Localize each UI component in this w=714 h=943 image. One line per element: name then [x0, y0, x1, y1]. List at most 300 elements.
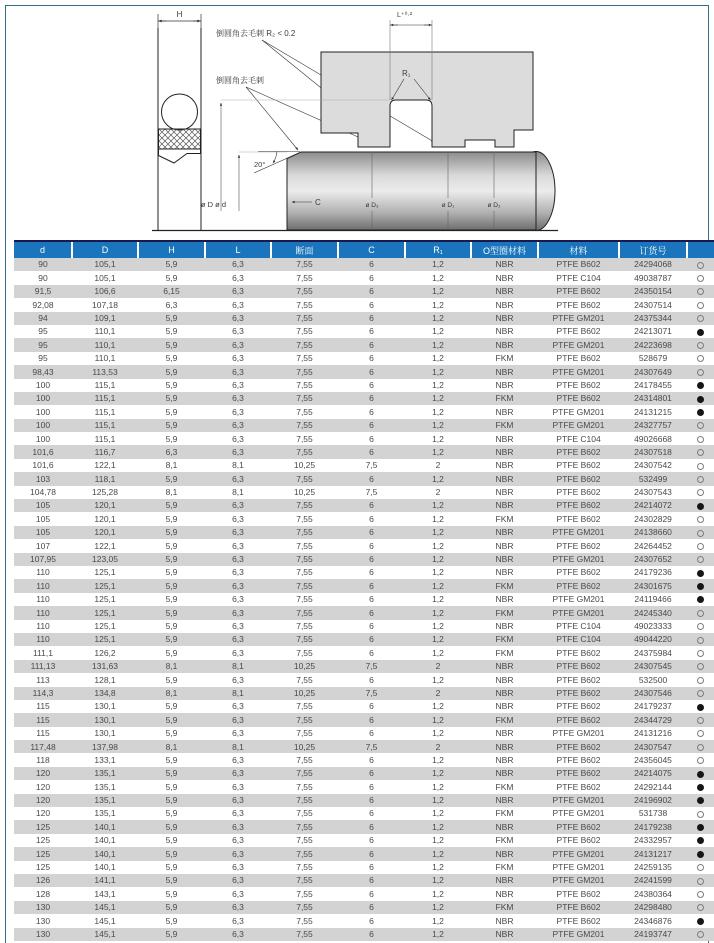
- column-header: R₁: [405, 242, 471, 258]
- table-cell: 24350154: [634, 286, 672, 297]
- table-cell: PTFE C104: [556, 620, 601, 631]
- table-cell: 6,3: [232, 513, 244, 524]
- column-header: D: [72, 242, 138, 258]
- availability-dot-open: [697, 369, 704, 376]
- table-cell: 125,1: [94, 567, 116, 578]
- table-cell: 10,25: [293, 487, 316, 498]
- table-cell: 1,2: [432, 795, 444, 806]
- table-cell: 5,9: [165, 647, 178, 658]
- table-cell: 7,55: [296, 527, 313, 538]
- table-cell: 135,1: [94, 768, 116, 779]
- table-cell: FKM: [495, 647, 514, 658]
- table-cell: 6: [369, 647, 374, 658]
- table-row: [14, 928, 714, 941]
- table-cell: PTFE C104: [556, 433, 601, 444]
- table-cell: 7,55: [296, 607, 313, 618]
- availability-dot-open: [697, 556, 704, 563]
- table-cell: 5,9: [165, 701, 178, 712]
- availability-cell: [687, 579, 714, 592]
- availability-dot-open: [697, 315, 704, 322]
- table-row: [14, 874, 714, 887]
- table-cell: PTFE GM201: [552, 928, 605, 939]
- table-cell: 6,3: [232, 446, 244, 457]
- table-cell: 24307546: [634, 687, 672, 698]
- table-row: [14, 914, 714, 927]
- table-cell: 6: [369, 580, 374, 591]
- availability-dot-open: [697, 650, 704, 657]
- table-cell: PTFE C104: [556, 272, 601, 283]
- column-header: O型圈材料: [471, 242, 538, 258]
- table-cell: 6,3: [232, 728, 244, 739]
- availability-dot-open: [697, 891, 704, 898]
- table-cell: 49044220: [634, 634, 672, 645]
- table-cell: 6: [369, 446, 374, 457]
- table-cell: 5,9: [165, 821, 178, 832]
- availability-cell: [687, 740, 714, 753]
- availability-cell: [687, 379, 714, 392]
- availability-cell: [687, 820, 714, 833]
- table-cell: PTFE B602: [556, 513, 601, 524]
- table-cell: 6,3: [232, 286, 244, 297]
- table-cell: FKM: [495, 580, 514, 591]
- table-cell: 6,3: [232, 379, 244, 390]
- table-cell: 6: [369, 928, 374, 939]
- table-cell: 7,55: [296, 406, 313, 417]
- table-cell: 6: [369, 594, 374, 605]
- table-cell: 7,55: [296, 835, 313, 846]
- table-cell: PTFE GM201: [552, 366, 605, 377]
- table-cell: FKM: [495, 862, 514, 873]
- table-cell: 125,1: [94, 607, 116, 618]
- table-cell: 95: [38, 353, 48, 364]
- table-cell: 7,5: [365, 687, 378, 698]
- table-cell: NBR: [495, 366, 514, 377]
- table-cell: PTFE B602: [556, 500, 601, 511]
- availability-cell: [687, 285, 714, 298]
- table-cell: 1,2: [432, 379, 444, 390]
- table-cell: 6,3: [165, 446, 178, 457]
- table-cell: 5,9: [165, 902, 178, 913]
- table-cell: 531738: [638, 808, 668, 819]
- availability-dot-filled: [697, 503, 704, 510]
- table-cell: 1,2: [432, 835, 444, 846]
- table-cell: 122,1: [94, 540, 116, 551]
- table-cell: 125: [35, 821, 51, 832]
- table-cell: 6,3: [232, 862, 244, 873]
- availability-dot-open: [697, 730, 704, 737]
- table-cell: 7,55: [296, 339, 313, 350]
- table-cell: NBR: [495, 928, 514, 939]
- table-cell: 1,2: [432, 473, 444, 484]
- table-cell: 10,25: [293, 687, 316, 698]
- chamfer-length-label: C: [315, 198, 321, 207]
- table-row: [14, 753, 714, 766]
- column-header: d: [14, 242, 72, 258]
- table-cell: 1,2: [432, 513, 444, 524]
- table-cell: 1,2: [432, 888, 444, 899]
- table-cell: 7,55: [296, 567, 313, 578]
- table-cell: 125,1: [94, 634, 116, 645]
- deburr-note-chamfer: 倒圆角去毛刺: [216, 76, 264, 85]
- table-cell: 5,9: [165, 259, 178, 270]
- table-cell: NBR: [495, 888, 514, 899]
- availability-cell: [687, 593, 714, 606]
- table-row: [14, 740, 714, 753]
- table-cell: 125,1: [94, 580, 116, 591]
- table-cell: 6: [369, 272, 374, 283]
- table-cell: 125: [35, 835, 51, 846]
- availability-dot-open: [697, 288, 704, 295]
- table-cell: 7,55: [296, 862, 313, 873]
- table-cell: 6,3: [232, 915, 244, 926]
- availability-dot-open: [697, 717, 704, 724]
- table-cell: 6: [369, 299, 374, 310]
- table-cell: 6: [369, 420, 374, 431]
- table-cell: 7,55: [296, 594, 313, 605]
- table-cell: 135,1: [94, 795, 116, 806]
- table-cell: PTFE B602: [556, 661, 601, 672]
- table-cell: 116,7: [94, 446, 116, 457]
- table-cell: 5,9: [165, 540, 178, 551]
- table-cell: 6,3: [232, 299, 244, 310]
- table-cell: 1,2: [432, 500, 444, 511]
- table-cell: FKM: [495, 353, 514, 364]
- table-cell: NBR: [495, 661, 514, 672]
- table-cell: 5,9: [165, 567, 178, 578]
- table-cell: NBR: [495, 768, 514, 779]
- table-cell: PTFE GM201: [552, 808, 605, 819]
- table-cell: 24179238: [634, 821, 672, 832]
- availability-dot-open: [697, 904, 704, 911]
- table-cell: PTFE B602: [556, 460, 601, 471]
- table-body: [14, 258, 714, 941]
- table-cell: 1,2: [432, 754, 444, 765]
- table-cell: 6,3: [232, 313, 244, 323]
- availability-dot-open: [697, 690, 704, 697]
- table-cell: PTFE B602: [556, 888, 601, 899]
- table-cell: 6: [369, 393, 374, 404]
- table-cell: 5,9: [165, 513, 178, 524]
- table-cell: 5,9: [165, 326, 178, 337]
- table-cell: 6: [369, 353, 374, 364]
- table-cell: NBR: [495, 272, 514, 283]
- table-cell: 5,9: [165, 433, 178, 444]
- table-cell: 120,1: [94, 513, 116, 524]
- table-cell: 115: [36, 714, 50, 725]
- table-cell: 6,3: [232, 259, 244, 270]
- table-cell: 115: [36, 701, 50, 712]
- table-header-row: [14, 242, 714, 258]
- table-cell: 110: [36, 634, 50, 645]
- table-cell: 5,9: [165, 527, 178, 538]
- table-cell: PTFE GM201: [552, 795, 605, 806]
- table-cell: 91,5: [34, 286, 52, 297]
- table-cell: 6: [369, 754, 374, 765]
- table-cell: 49023333: [634, 620, 672, 631]
- table-cell: 5,9: [165, 406, 178, 417]
- table-cell: NBR: [495, 379, 514, 390]
- table-row: [14, 419, 714, 432]
- availability-dot-open: [697, 543, 704, 550]
- table-cell: 113: [36, 674, 50, 685]
- table-cell: PTFE B602: [556, 353, 601, 364]
- availability-dot-open: [697, 275, 704, 282]
- table-cell: 5,9: [165, 928, 178, 939]
- table-cell: 5,9: [165, 554, 178, 565]
- table-cell: 130: [35, 915, 51, 926]
- table-cell: 6: [369, 634, 374, 645]
- table-cell: 107,95: [30, 554, 56, 565]
- table-cell: 8,1: [165, 687, 178, 698]
- table-cell: 6: [369, 379, 374, 390]
- table-cell: FKM: [495, 781, 514, 792]
- rod-body: [287, 152, 536, 230]
- table-cell: 24298480: [634, 902, 672, 913]
- table-cell: 1,2: [432, 928, 444, 939]
- table-cell: 6,3: [232, 674, 244, 685]
- table-row: [14, 298, 714, 311]
- table-cell: NBR: [495, 674, 514, 685]
- table-cell: 7,55: [296, 286, 313, 297]
- table-cell: 6,3: [232, 754, 244, 765]
- table-cell: 10,25: [293, 741, 316, 752]
- availability-dot-filled: [697, 382, 704, 389]
- table-cell: 111,1: [32, 647, 53, 658]
- table-cell: 1,2: [432, 286, 444, 297]
- table-cell: 7,5: [365, 741, 378, 752]
- table-cell: 24356045: [634, 754, 672, 765]
- table-cell: 90: [38, 259, 48, 270]
- table-row: [14, 687, 714, 700]
- table-cell: 120: [35, 768, 51, 779]
- table-cell: 110,1: [94, 339, 116, 350]
- availability-dot-filled: [697, 771, 704, 778]
- table-cell: 7,55: [296, 620, 313, 631]
- table-cell: 128,1: [94, 674, 116, 685]
- availability-dot-filled: [697, 329, 704, 336]
- availability-dot-open: [697, 302, 704, 309]
- table-cell: 10,25: [293, 460, 316, 471]
- table-cell: NBR: [495, 500, 514, 511]
- table-row: [14, 901, 714, 914]
- table-cell: 6: [369, 768, 374, 779]
- table-row: [14, 312, 714, 325]
- table-cell: PTFE GM201: [552, 406, 605, 417]
- availability-cell: [687, 861, 714, 874]
- table-cell: 24314801: [634, 393, 672, 404]
- table-cell: 6: [369, 835, 374, 846]
- table-row: [14, 499, 714, 512]
- table-cell: 103: [35, 473, 51, 484]
- table-cell: 6: [369, 259, 374, 270]
- table-cell: 7,55: [296, 647, 313, 658]
- table-cell: 120,1: [94, 500, 116, 511]
- table-cell: 6: [369, 728, 374, 739]
- table-row: [14, 673, 714, 686]
- availability-cell: [687, 258, 714, 271]
- table-cell: 6,3: [232, 768, 244, 779]
- availability-dot-open: [697, 931, 704, 938]
- table-row: [14, 459, 714, 472]
- availability-dot-open: [697, 744, 704, 751]
- table-row: [14, 392, 714, 405]
- table-cell: 115,1: [94, 433, 116, 444]
- table-cell: PTFE GM201: [552, 728, 605, 739]
- table-cell: PTFE B602: [556, 473, 601, 484]
- table-cell: NBR: [495, 848, 514, 859]
- o-ring: [162, 94, 198, 130]
- table-cell: 110: [36, 580, 50, 591]
- table-cell: 1,2: [432, 567, 444, 578]
- table-cell: NBR: [495, 460, 514, 471]
- table-cell: 6: [369, 620, 374, 631]
- table-cell: 6: [369, 406, 374, 417]
- table-cell: NBR: [495, 313, 514, 323]
- table-cell: PTFE GM201: [552, 313, 605, 323]
- table-cell: 1,2: [432, 607, 444, 618]
- column-header: 断面: [271, 242, 338, 258]
- table-cell: 7,5: [365, 487, 378, 498]
- table-cell: 7,5: [365, 460, 378, 471]
- table-cell: NBR: [495, 406, 514, 417]
- availability-cell: [687, 512, 714, 525]
- table-cell: 110: [36, 607, 50, 618]
- availability-cell: [687, 526, 714, 539]
- table-cell: 6,3: [232, 353, 244, 364]
- table-cell: 7,55: [296, 379, 313, 390]
- table-cell: 5,9: [165, 714, 178, 725]
- table-cell: 5,9: [165, 915, 178, 926]
- table-cell: 6: [369, 821, 374, 832]
- table-cell: 1,2: [432, 406, 444, 417]
- table-cell: 6,3: [232, 594, 244, 605]
- table-cell: 5,9: [165, 795, 178, 806]
- availability-cell: [687, 700, 714, 713]
- table-cell: 7,55: [296, 353, 313, 364]
- table-cell: PTFE B602: [556, 299, 601, 310]
- availability-cell: [687, 499, 714, 512]
- table-cell: 24307543: [634, 487, 672, 498]
- table-row: [14, 620, 714, 633]
- table-cell: PTFE C104: [556, 634, 601, 645]
- table-cell: 125: [35, 862, 51, 873]
- availability-dot-open: [697, 677, 704, 684]
- table-cell: 6,3: [232, 393, 244, 404]
- table-cell: 1,2: [432, 580, 444, 591]
- table-cell: PTFE GM201: [552, 527, 605, 538]
- availability-dot-open: [697, 811, 704, 818]
- table-cell: 110,1: [94, 353, 116, 364]
- table-cell: PTFE B602: [556, 487, 601, 498]
- table-cell: 100: [35, 379, 51, 390]
- availability-cell: [687, 445, 714, 458]
- table-cell: 5,9: [165, 580, 178, 591]
- table-cell: 6,3: [232, 701, 244, 712]
- availability-cell: [687, 660, 714, 673]
- table-cell: 5,9: [165, 393, 178, 404]
- table-row: [14, 258, 714, 271]
- table-cell: 2: [435, 687, 441, 698]
- table-cell: 95: [38, 326, 48, 337]
- table-cell: PTFE B602: [556, 741, 601, 752]
- table-cell: 6: [369, 313, 374, 323]
- table-cell: NBR: [495, 620, 514, 631]
- table-cell: 115: [36, 728, 50, 739]
- table-cell: 6: [369, 795, 374, 806]
- availability-cell: [687, 539, 714, 552]
- availability-cell: [687, 472, 714, 485]
- table-cell: 1,2: [432, 701, 444, 712]
- table-row: [14, 593, 714, 606]
- table-cell: 24344729: [634, 714, 672, 725]
- table-cell: 6,3: [232, 795, 244, 806]
- table-cell: PTFE B602: [556, 647, 601, 658]
- availability-cell: [687, 620, 714, 633]
- table-cell: 8,1: [165, 487, 178, 498]
- table-cell: 5,9: [165, 835, 178, 846]
- table-cell: 2: [435, 487, 441, 498]
- table-cell: 7,55: [296, 701, 313, 712]
- rod-dia-label-right: ø D₂: [487, 202, 501, 209]
- availability-dot-open: [697, 262, 704, 269]
- table-cell: PTFE GM201: [552, 862, 605, 873]
- availability-cell: [687, 553, 714, 566]
- h-dimension-label: H: [176, 10, 183, 19]
- availability-cell: [687, 392, 714, 405]
- table-cell: 125,28: [92, 487, 118, 498]
- availability-dot-filled: [697, 409, 704, 416]
- table-cell: 7,55: [296, 420, 313, 431]
- table-cell: 128: [35, 888, 51, 899]
- table-cell: 1,2: [432, 339, 444, 350]
- table-cell: 24179236: [634, 567, 672, 578]
- table-cell: 6,3: [232, 326, 244, 337]
- availability-cell: [687, 325, 714, 338]
- table-cell: 24193747: [634, 928, 672, 939]
- table-cell: 7,55: [296, 540, 313, 551]
- availability-cell: [687, 847, 714, 860]
- availability-dot-filled: [697, 851, 704, 858]
- table-cell: 104,78: [30, 487, 56, 498]
- table-cell: 114,3: [32, 687, 54, 698]
- table-cell: PTFE B602: [556, 379, 601, 390]
- table-cell: NBR: [495, 540, 514, 551]
- table-cell: 7,55: [296, 554, 313, 565]
- table-cell: 24327757: [634, 420, 672, 431]
- table-cell: PTFE B602: [556, 393, 601, 404]
- table-cell: 1,2: [432, 594, 444, 605]
- availability-dot-open: [697, 637, 704, 644]
- table-row: [14, 887, 714, 900]
- table-cell: FKM: [495, 513, 514, 524]
- table-cell: 24214072: [634, 500, 672, 511]
- table-cell: 7,55: [296, 728, 313, 739]
- table-row: [14, 820, 714, 833]
- table-cell: 6: [369, 286, 374, 297]
- table-cell: 6,3: [232, 888, 244, 899]
- availability-dot-open: [697, 757, 704, 764]
- table-cell: PTFE GM201: [552, 339, 605, 350]
- column-header: H: [138, 242, 205, 258]
- availability-dot-open: [697, 530, 704, 537]
- table-cell: 1,2: [432, 540, 444, 551]
- table-cell: 24307542: [634, 460, 672, 471]
- availability-dot-open: [697, 449, 704, 456]
- table-cell: 100: [35, 393, 51, 404]
- table-cell: 6: [369, 915, 374, 926]
- table-cell: 107: [35, 540, 51, 551]
- table-row: [14, 606, 714, 619]
